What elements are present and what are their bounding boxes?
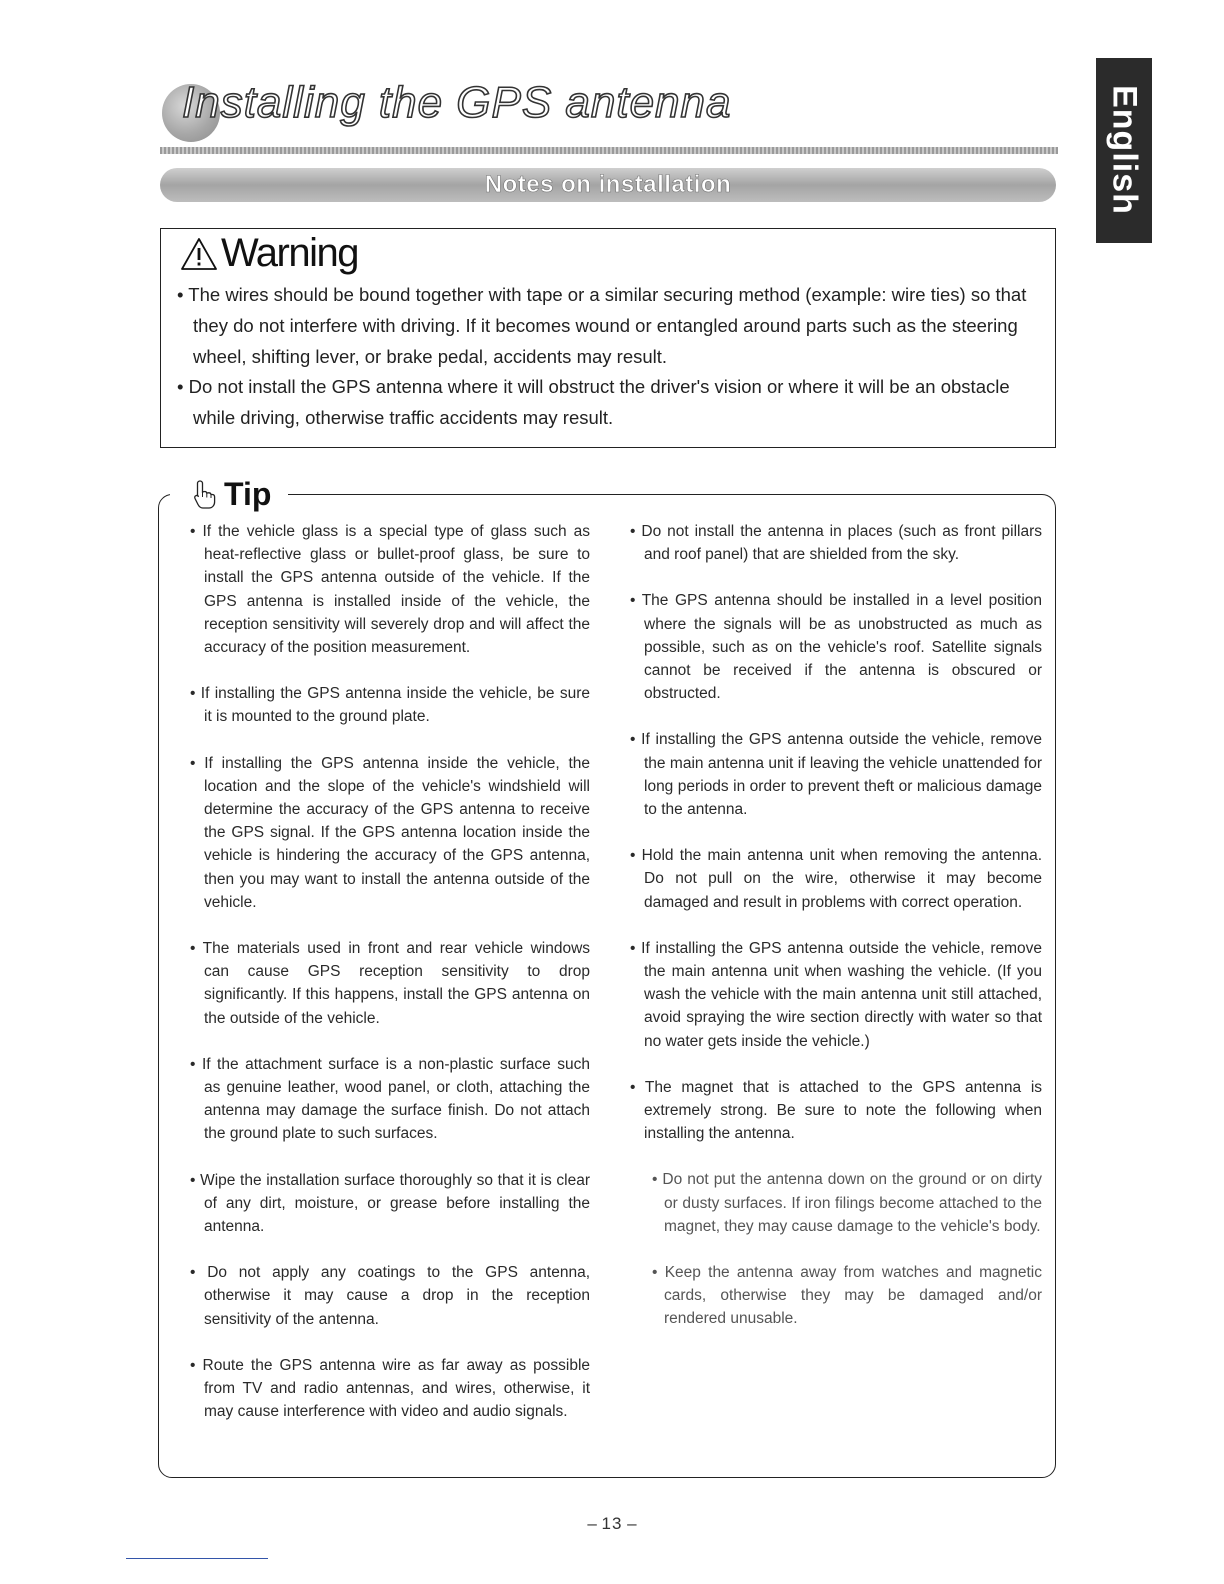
tip-item: • The magnet that is attached to the GPS antenna is extremely strong. Be sure to note the following when installing the antenna. bbox=[630, 1078, 1043, 1143]
tip-item: • Do not install the antenna in places (such as front pillars and roof panel) that are shielded from the sky. bbox=[630, 523, 1042, 564]
warning-heading bbox=[179, 231, 358, 276]
warning-item: • Do not install the GPS antenna where it will obstruct the driver's vision or where it will be an obstacle while driving, otherwise traffic accidents may result. bbox=[177, 376, 1010, 428]
tip-item: • Hold the main antenna unit when removing the antenna. Do not pull on the wire, otherwise it may become damaged and result in problems with correct operation. bbox=[630, 847, 1042, 911]
warning-box bbox=[160, 228, 1056, 448]
tip-sub-item: • Do not put the antenna down on the ground or on dirty or dusty surfaces. If iron filings become attached to the magnet, they may cause damage to the vehicle's body. bbox=[652, 1171, 1043, 1235]
title-rule bbox=[160, 147, 1058, 154]
tip-sub-item: • Keep the antenna away from watches and magnetic cards, otherwise they may be damaged and/or rendered unusable. bbox=[652, 1264, 1042, 1328]
tip-item: • If installing the GPS antenna outside the vehicle, remove the main antenna unit if leaving the vehicle unattended for long periods in order to prevent theft or malicious damage to the antenna. bbox=[630, 731, 1043, 819]
language-tab bbox=[1096, 58, 1152, 243]
tip-item: • If installing the GPS antenna inside the vehicle, the location and the slope of the vehicle's windshield will determine the accuracy of the GPS antenna to receive the GPS signal. If the GPS antenna location inside the vehicle is hindering the accuracy of the GPS antenna, then you may want to install the antenna outside of the vehicle. bbox=[190, 754, 590, 911]
tip-item: • If installing the GPS antenna inside the vehicle, be sure it is mounted to the ground plate. bbox=[190, 685, 590, 726]
tip-item: • Do not apply any coatings to the GPS antenna, otherwise it may cause a drop in the reception sensitivity of the antenna. bbox=[190, 1264, 591, 1328]
page-title bbox=[160, 78, 1060, 148]
section-banner-text: Notes on installation bbox=[484, 171, 732, 198]
tip-item: • The materials used in front and rear vehicle windows can cause GPS reception sensitivity to drop significantly. If this happens, install the GPS antenna on the outside of the vehicle. bbox=[190, 940, 591, 1027]
warning-triangle-icon bbox=[179, 236, 219, 272]
tip-item: • Wipe the installation surface thoroughly so that it is clear of any dirt, moisture, or grease before installing the antenna. bbox=[190, 1171, 590, 1236]
warning-item: • The wires should be bound together with tape or a similar securing method (example: wire ties) so that they do not interfere with driving. If it becomes wound or entangled around parts such as the steering wheel, shifting lever, or brake pedal, accidents may result. bbox=[177, 284, 1027, 367]
pointing-hand-icon bbox=[192, 479, 218, 511]
tip-item: • If the vehicle glass is a special type of glass such as heat-reflective glass or bullet-proof glass, be sure to install the GPS antenna outside of the vehicle. If the GPS antenna is installed inside of the vehicle, the reception sensitivity will severely drop and will affect the accuracy of the position measurement. bbox=[190, 523, 591, 657]
tip-item: • If installing the GPS antenna outside the vehicle, remove the main antenna unit when washing the vehicle. (If you wash the vehicle with the main antenna unit still attached, avoid spraying the wire section directly with water so that no water gets inside the vehicle.) bbox=[630, 939, 1043, 1050]
page-number: – 13 – bbox=[587, 1514, 637, 1533]
tip-right-column bbox=[630, 520, 1042, 1354]
tip-item: • Route the GPS antenna wire as far away as possible from TV and radio antennas, and wires, otherwise, it may cause interference with video and audio signals. bbox=[190, 1356, 591, 1421]
language-tab-label: English bbox=[1105, 85, 1144, 215]
tip-item: • The GPS antenna should be installed in a level position where the signals will be as unobstructed as much as possible, such as on the vehicle's roof. Satellite signals cannot be received if the antenna is obscured or obstructed. bbox=[630, 592, 1043, 703]
section-banner bbox=[160, 168, 1056, 202]
tip-item: • If the attachment surface is a non-plastic surface such as genuine leather, wood panel, or cloth, attaching the antenna may damage the surface finish. Do not attach the ground plate to such surfaces. bbox=[190, 1055, 590, 1143]
page-title-text: Installing the GPS antenna bbox=[182, 78, 732, 127]
tip-heading-text: Tip bbox=[224, 476, 272, 512]
tip-heading bbox=[192, 476, 271, 513]
warning-heading-text: Warning bbox=[221, 231, 358, 275]
footer-rule bbox=[126, 1558, 268, 1559]
tip-left-column bbox=[190, 520, 590, 1447]
